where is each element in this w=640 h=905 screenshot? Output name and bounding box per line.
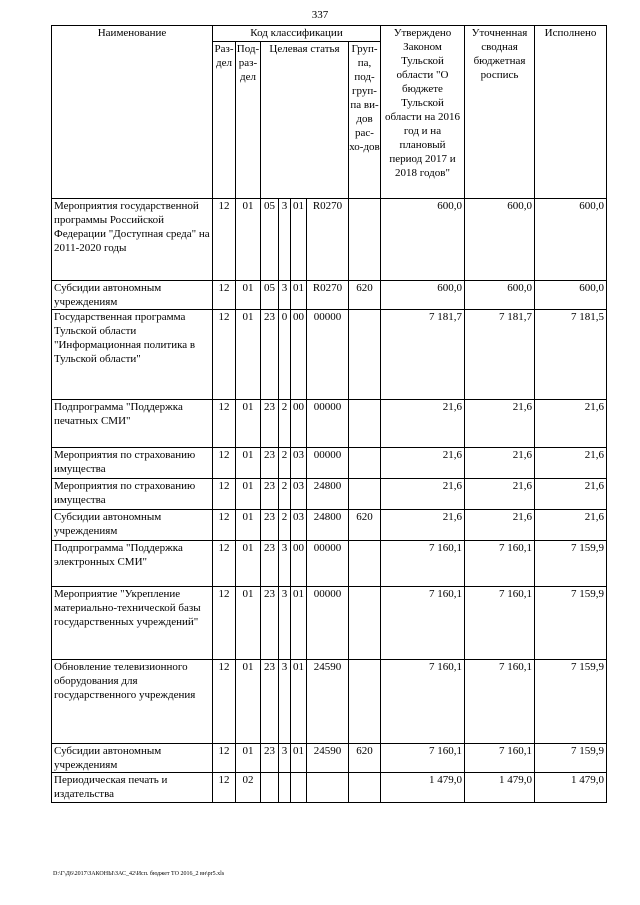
- row-target-direction: R0270: [307, 199, 349, 281]
- row-expense-group: 620: [349, 281, 381, 310]
- file-path-footer: D:\Г\Д6\2017\ЗАКОНЫ\ЗАС_42\Исп. бюджет ТО 2016_2 вн\pr5.xls: [53, 871, 225, 877]
- row-section: 12: [213, 587, 236, 660]
- row-refined: 7 160,1: [465, 744, 535, 773]
- row-approved: 21,6: [381, 510, 465, 541]
- row-refined: 7 160,1: [465, 541, 535, 587]
- row-target-subprogram: 3: [279, 744, 291, 773]
- row-name: Периодическая печать и издательства: [52, 773, 213, 803]
- row-subsection: 01: [236, 479, 261, 510]
- header-code-group: Код классификации: [213, 26, 381, 42]
- row-name: Подпрограмма "Поддержка электронных СМИ": [52, 541, 213, 587]
- row-target-subprogram: 0: [279, 310, 291, 400]
- row-subsection: 01: [236, 400, 261, 448]
- row-section: 12: [213, 541, 236, 587]
- table-row: [52, 541, 607, 587]
- row-expense-group: [349, 479, 381, 510]
- row-approved: 7 160,1: [381, 660, 465, 744]
- header-executed: Исполнено: [535, 26, 607, 199]
- row-name: Мероприятие "Укрепление материально-технической базы государственных учреждений": [52, 587, 213, 660]
- row-section: 12: [213, 479, 236, 510]
- row-target-event: [291, 773, 307, 803]
- row-refined: 600,0: [465, 199, 535, 281]
- table-row: [52, 587, 607, 660]
- row-target-subprogram: [279, 773, 291, 803]
- row-approved: 21,6: [381, 479, 465, 510]
- row-target-event: 01: [291, 281, 307, 310]
- header-target-article: Целевая статья: [261, 42, 349, 199]
- row-name: Мероприятия по страхованию имущества: [52, 448, 213, 479]
- row-target-subprogram: 2: [279, 479, 291, 510]
- row-name: Субсидии автономным учреждениям: [52, 744, 213, 773]
- row-executed: 7 159,9: [535, 541, 607, 587]
- row-target-direction: R0270: [307, 281, 349, 310]
- row-approved: 7 160,1: [381, 541, 465, 587]
- row-target-event: 01: [291, 587, 307, 660]
- table-row: [52, 448, 607, 479]
- row-target-event: 03: [291, 479, 307, 510]
- table-body: [52, 199, 607, 803]
- row-section: 12: [213, 660, 236, 744]
- row-subsection: 01: [236, 510, 261, 541]
- row-approved: 7 160,1: [381, 587, 465, 660]
- row-approved: 7 160,1: [381, 744, 465, 773]
- row-target-direction: 00000: [307, 448, 349, 479]
- row-approved: 600,0: [381, 199, 465, 281]
- row-expense-group: [349, 400, 381, 448]
- row-target-direction: 24800: [307, 479, 349, 510]
- page-number: 337: [311, 9, 329, 21]
- row-target-program: 23: [261, 510, 279, 541]
- table-row: [52, 400, 607, 448]
- row-target-program: 23: [261, 744, 279, 773]
- row-subsection: 01: [236, 281, 261, 310]
- row-expense-group: [349, 660, 381, 744]
- row-target-program: 23: [261, 310, 279, 400]
- row-target-subprogram: 3: [279, 281, 291, 310]
- row-expense-group: [349, 448, 381, 479]
- row-expense-group: [349, 773, 381, 803]
- header-expense-group: Груп-па, под-груп-па ви-дов рас-хо-дов: [349, 42, 381, 199]
- row-refined: 21,6: [465, 400, 535, 448]
- row-target-program: 05: [261, 199, 279, 281]
- row-executed: 7 181,5: [535, 310, 607, 400]
- row-target-direction: 00000: [307, 400, 349, 448]
- row-approved: 7 181,7: [381, 310, 465, 400]
- row-target-event: 03: [291, 448, 307, 479]
- row-refined: 1 479,0: [465, 773, 535, 803]
- row-target-event: 01: [291, 199, 307, 281]
- row-subsection: 01: [236, 199, 261, 281]
- row-executed: 21,6: [535, 510, 607, 541]
- row-approved: 600,0: [381, 281, 465, 310]
- row-expense-group: [349, 310, 381, 400]
- row-subsection: 01: [236, 587, 261, 660]
- row-section: 12: [213, 310, 236, 400]
- row-subsection: 01: [236, 310, 261, 400]
- row-expense-group: [349, 541, 381, 587]
- header-refined: Уточненная сводная бюджетная роспись: [465, 26, 535, 199]
- table-row: [52, 199, 607, 281]
- row-executed: 21,6: [535, 479, 607, 510]
- row-target-direction: 24800: [307, 510, 349, 541]
- row-expense-group: [349, 587, 381, 660]
- row-refined: 21,6: [465, 510, 535, 541]
- row-target-event: 00: [291, 400, 307, 448]
- row-subsection: 01: [236, 448, 261, 479]
- table-header: [52, 26, 607, 199]
- row-target-program: 23: [261, 541, 279, 587]
- row-expense-group: 620: [349, 744, 381, 773]
- row-target-subprogram: 3: [279, 541, 291, 587]
- row-name: Мероприятия по страхованию имущества: [52, 479, 213, 510]
- row-executed: 7 159,9: [535, 587, 607, 660]
- row-subsection: 02: [236, 773, 261, 803]
- row-target-subprogram: 3: [279, 199, 291, 281]
- row-target-direction: 00000: [307, 541, 349, 587]
- table-row: [52, 660, 607, 744]
- row-target-event: 00: [291, 541, 307, 587]
- row-target-direction: 00000: [307, 587, 349, 660]
- row-executed: 600,0: [535, 281, 607, 310]
- table-row: [52, 479, 607, 510]
- row-target-subprogram: 2: [279, 510, 291, 541]
- row-executed: 21,6: [535, 448, 607, 479]
- row-executed: 600,0: [535, 199, 607, 281]
- row-target-direction: 24590: [307, 660, 349, 744]
- row-target-program: 23: [261, 587, 279, 660]
- row-target-event: 01: [291, 744, 307, 773]
- table-row: [52, 510, 607, 541]
- row-target-direction: 00000: [307, 310, 349, 400]
- row-section: 12: [213, 744, 236, 773]
- table-row: [52, 310, 607, 400]
- row-executed: 7 159,9: [535, 744, 607, 773]
- row-target-program: 23: [261, 400, 279, 448]
- row-target-subprogram: 2: [279, 448, 291, 479]
- row-approved: 1 479,0: [381, 773, 465, 803]
- row-target-program: 05: [261, 281, 279, 310]
- row-expense-group: [349, 199, 381, 281]
- row-refined: 7 160,1: [465, 660, 535, 744]
- row-target-program: 23: [261, 448, 279, 479]
- row-target-subprogram: 2: [279, 400, 291, 448]
- row-expense-group: 620: [349, 510, 381, 541]
- row-refined: 21,6: [465, 479, 535, 510]
- row-refined: 7 181,7: [465, 310, 535, 400]
- row-executed: 21,6: [535, 400, 607, 448]
- row-section: 12: [213, 281, 236, 310]
- row-subsection: 01: [236, 744, 261, 773]
- row-name: Подпрограмма "Поддержка печатных СМИ": [52, 400, 213, 448]
- table-row: [52, 773, 607, 803]
- row-target-event: 00: [291, 310, 307, 400]
- row-refined: 600,0: [465, 281, 535, 310]
- row-target-subprogram: 3: [279, 587, 291, 660]
- header-section: Раз-дел: [213, 42, 236, 199]
- row-approved: 21,6: [381, 400, 465, 448]
- row-target-program: 23: [261, 660, 279, 744]
- row-name: Субсидии автономным учреждениям: [52, 281, 213, 310]
- row-section: 12: [213, 199, 236, 281]
- row-target-program: 23: [261, 479, 279, 510]
- header-approved: Утверждено Законом Тульской области "О бюджете Тульской области на 2016 год и на плановый период 2017 и 2018 годов": [381, 26, 465, 199]
- row-target-direction: 24590: [307, 744, 349, 773]
- row-section: 12: [213, 400, 236, 448]
- row-subsection: 01: [236, 660, 261, 744]
- row-name: Государственная программа Тульской области "Информационная политика в Тульской области": [52, 310, 213, 400]
- row-approved: 21,6: [381, 448, 465, 479]
- row-executed: 7 159,9: [535, 660, 607, 744]
- table-row: [52, 281, 607, 310]
- row-refined: 7 160,1: [465, 587, 535, 660]
- row-name: Обновление телевизионного оборудования для государственного учреждения: [52, 660, 213, 744]
- row-refined: 21,6: [465, 448, 535, 479]
- header-name: Наименование: [52, 26, 213, 199]
- row-target-direction: [307, 773, 349, 803]
- row-section: 12: [213, 448, 236, 479]
- row-target-event: 03: [291, 510, 307, 541]
- row-target-subprogram: 3: [279, 660, 291, 744]
- row-name: Мероприятия государственной программы Российской Федерации "Доступная среда" на 2011-2020 годы: [52, 199, 213, 281]
- table-row: [52, 744, 607, 773]
- row-target-program: [261, 773, 279, 803]
- budget-table: [51, 25, 607, 803]
- row-target-event: 01: [291, 660, 307, 744]
- header-subsection: Под-раз-дел: [236, 42, 261, 199]
- row-name: Субсидии автономным учреждениям: [52, 510, 213, 541]
- row-subsection: 01: [236, 541, 261, 587]
- row-section: 12: [213, 773, 236, 803]
- row-executed: 1 479,0: [535, 773, 607, 803]
- row-section: 12: [213, 510, 236, 541]
